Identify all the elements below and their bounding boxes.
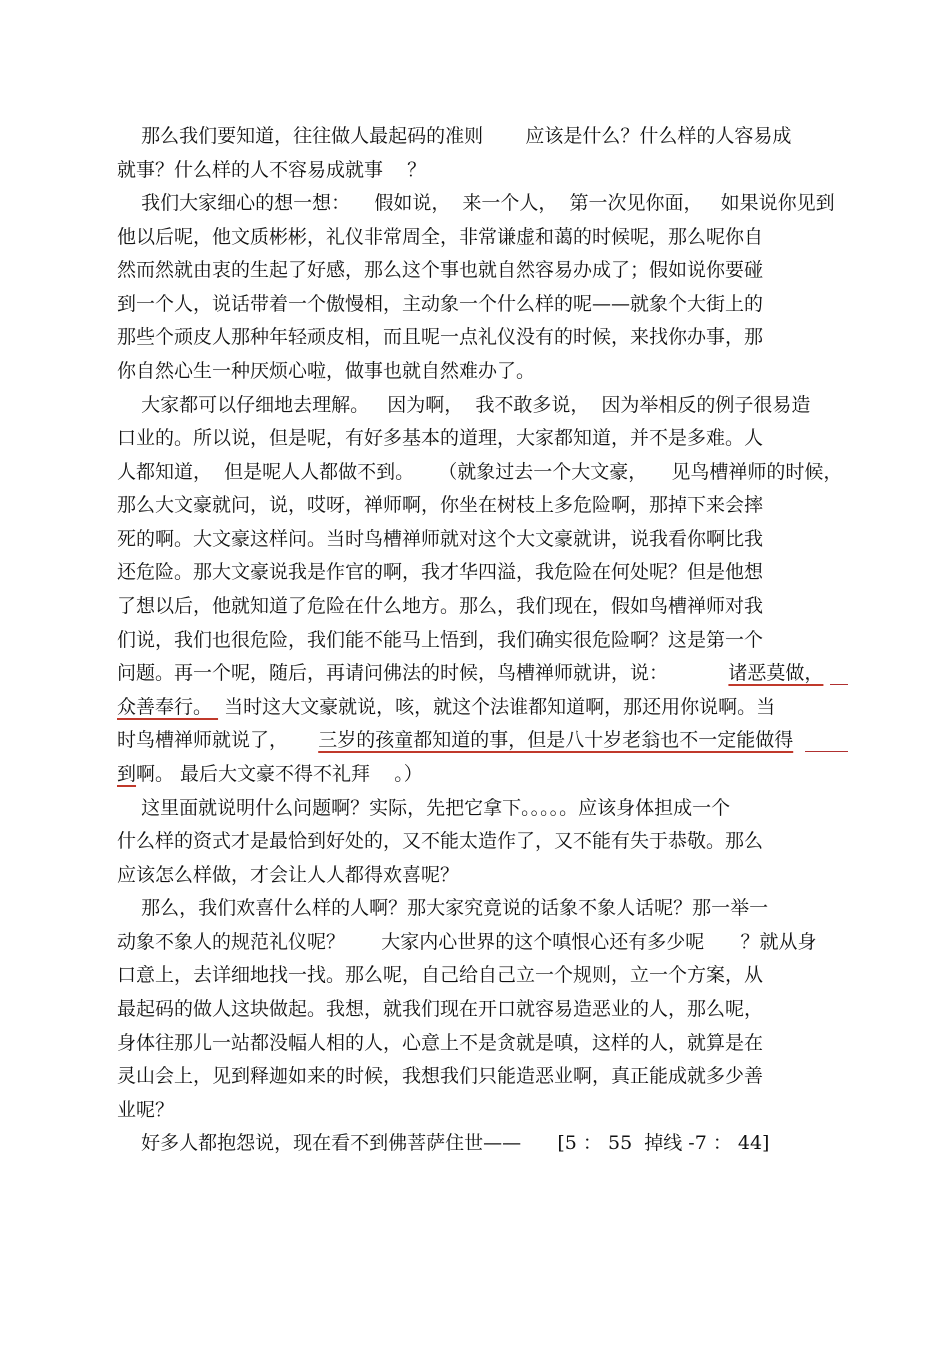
text-line: 应该怎么样做，才会让人人都得欢喜呢？ bbox=[117, 864, 460, 886]
text-line: 这里面就说明什么问题啊？实际，先把它拿下。。。。。应该身体担成一个 bbox=[117, 797, 731, 819]
text-line: 人都知道， 但是呢人人都做不到。 （就象过去一个大文豪， 见鸟槽禅师的时候， bbox=[117, 461, 843, 483]
text-line: 身体往那儿一站都没幅人相的人，心意上不是贪就是嗔，这样的人，就算是在 bbox=[117, 1032, 764, 1054]
text-line: 什么样的资式才是最恰到好处的，又不能太造作了，又不能有失于恭敬。那么 bbox=[117, 830, 764, 852]
text-line: 到一个人，说话带着一个傲慢相，主动象一个什么样的呢——就象个大街上的 bbox=[117, 293, 764, 315]
text-line: 我们大家细心的想一想： 假如说， 来一个人， 第一次见你面， 如果说你见到 bbox=[117, 192, 835, 214]
underlined-quote: 众善奉行。 bbox=[117, 696, 219, 718]
text-line: 好多人都抱怨说，现在看不到佛菩萨住世—— [5 ： 55 掉线 -7 ： 44] bbox=[117, 1132, 770, 1154]
text-line: 业呢？ bbox=[117, 1099, 175, 1121]
underlined-quote: 三岁的孩童都知道的事，但是八十岁老翁也不一定能做得 bbox=[318, 729, 794, 751]
text-line: 就事？什么样的人不容易成就事 ？ bbox=[117, 159, 427, 181]
text-line: 口业的。所以说，但是呢，有好多基本的道理，大家都知道，并不是多难。人 bbox=[117, 427, 764, 449]
text-line: 了想以后，他就知道了危险在什么地方。那么，我们现在，假如鸟槽禅师对我 bbox=[117, 595, 764, 617]
text-line: 死的啊。大文豪这样问。当时鸟槽禅师就对这个大文豪就讲，说我看你啊比我 bbox=[117, 528, 764, 550]
text-line: 他以后呢，他文质彬彬，礼仪非常周全，非常谦虚和蔼的时候呢，那么呢你自 bbox=[117, 226, 764, 248]
text-line: 那么大文豪就问，说，哎呀，禅师啊，你坐在树枝上多危险啊，那掉下来会摔 bbox=[117, 494, 764, 516]
text-line: 时鸟槽禅师就说了， 三岁的孩童都知道的事，但是八十岁老翁也不一定能做得 bbox=[117, 729, 794, 751]
text-line: 问题。再一个呢，随后，再请问佛法的时候，鸟槽禅师就讲，说： 诸恶莫做， bbox=[117, 662, 824, 684]
text-line: 那些个顽皮人那种年轻顽皮相，而且呢一点礼仪没有的时候，来找你办事，那 bbox=[117, 326, 764, 348]
text-line: 动象不象人的规范礼仪呢？ 大家内心世界的这个嗔恨心还有多少呢 ？就从身 bbox=[117, 931, 817, 953]
text-line: 们说，我们也很危险，我们能不能马上悟到，我们确实很危险啊？这是第一个 bbox=[117, 629, 764, 651]
text-line: 众善奉行。 当时这大文豪就说，咳，就这个法谁都知道啊，那还用你说啊。当 bbox=[117, 696, 776, 718]
text-line: 最起码的做人这块做起。我想，就我们现在开口就容易造恶业的人，那么呢， bbox=[117, 998, 764, 1020]
text-line: 然而然就由衷的生起了好感，那么这个事也就自然容易办成了；假如说你要碰 bbox=[117, 259, 764, 281]
text-line: 那么我们要知道，往往做人最起码的准则 应该是什么？什么样的人容易成 bbox=[117, 125, 792, 147]
text-line: 还危险。那大文豪说我是作官的啊，我才华四溢，我危险在何处呢？但是他想 bbox=[117, 561, 764, 583]
underline-rule bbox=[805, 751, 848, 752]
underline-rule bbox=[830, 684, 848, 685]
text-line: 你自然心生一种厌烦心啦，做事也就自然难办了。 bbox=[117, 360, 536, 382]
text-line: 大家都可以仔细地去理解。 因为啊， 我不敢多说， 因为举相反的例子很易造 bbox=[117, 394, 811, 416]
underlined-quote: 到 bbox=[117, 763, 137, 785]
text-line: 口意上，去详细地找一找。那么呢，自己给自己立一个规则，立一个方案，从 bbox=[117, 964, 764, 986]
text-line: 那么，我们欢喜什么样的人啊？那大家究竟说的话象不象人话呢？那一举一 bbox=[117, 897, 769, 919]
text-line: 到啊。 最后大文豪不得不礼拜 。） bbox=[117, 763, 423, 785]
underlined-quote: 诸恶莫做， bbox=[728, 662, 824, 684]
text-line: 灵山会上，见到释迦如来的时候，我想我们只能造恶业啊，真正能成就多少善 bbox=[117, 1065, 764, 1087]
